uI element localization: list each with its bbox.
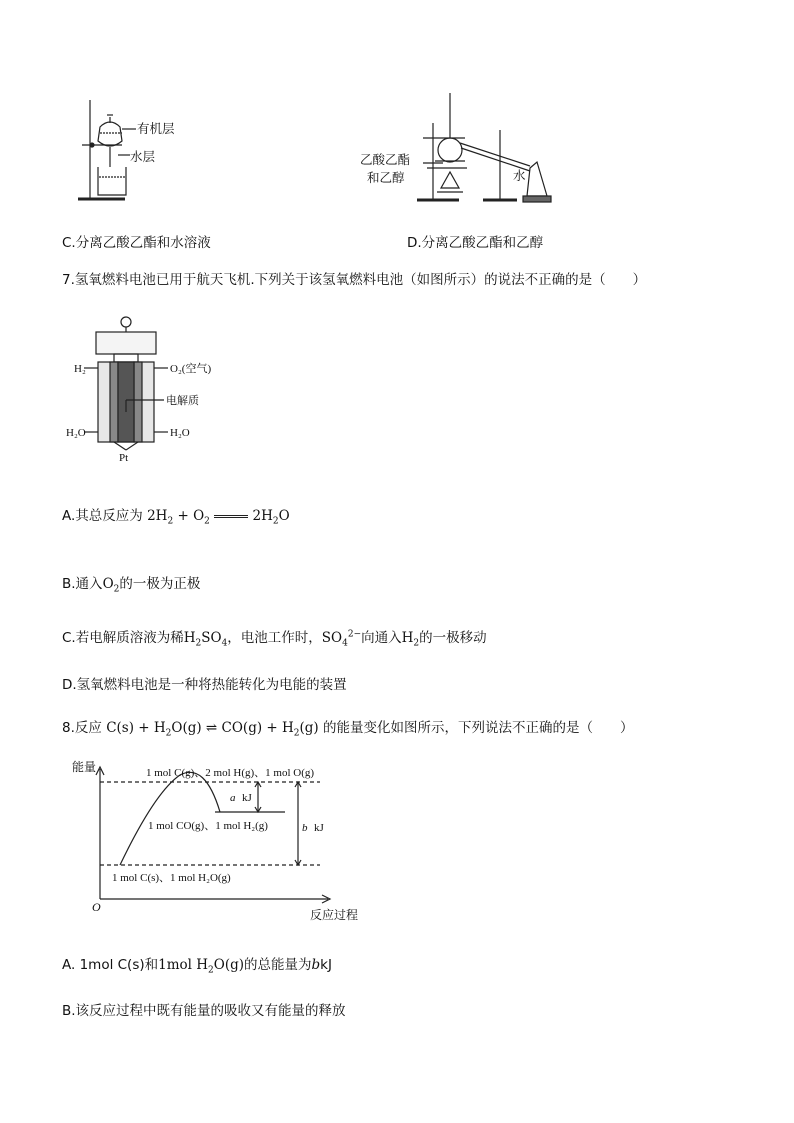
question-8-stem [62,716,634,739]
option-7d: D.氢氧燃料电池是一种将热能转化为电能的装置 [62,677,347,693]
bulb-icon [121,317,131,327]
electrolyte-label: 电解质 [166,394,199,407]
water-label: 水 [513,168,526,183]
beaker [98,167,126,195]
receiving-flask [527,162,547,196]
o2-inlet-label: O₂(空气) [170,363,212,375]
option-6d: D.分离乙酸乙酯和乙醇 [407,235,544,251]
distillation-figure [355,88,565,213]
bottom-level-label: 1 mol C(s)、1 mol H₂O(g) [112,872,231,884]
option-7b-suffix: 的一极为正极 [119,576,201,592]
water-amount: 1mol $H_2O(g)$ [158,957,245,976]
origin-label: O [92,900,101,914]
flask [438,138,462,162]
mixture-label-line1: 乙酸乙酯 [360,152,411,167]
option-7c-suffix: 的一极移动 [419,630,487,646]
option-7c-prefix: C.若电解质溶液为稀 [62,630,184,646]
option-8a [62,953,332,976]
cell-lid [96,332,156,354]
energy-curve [120,772,220,865]
question-7-stem: 7.氢氧燃料电池已用于航天飞机.下列关于该氢氧燃料电池（如图所示）的说法不正确的是（ ） [62,272,647,288]
electrode-right [134,362,142,442]
option-8a-variable: b [311,957,321,973]
option-7c [62,626,487,649]
h2o-right-label: H₂O [170,427,190,439]
h2-formula: $H_2$ [401,630,420,649]
a-unit: kJ [242,792,252,804]
h2-inlet-label: H₂ [74,363,86,375]
question-8-suffix: 的能量变化如图所示，下列说法不正确的是（ ） [323,720,634,736]
b-unit: kJ [314,822,324,834]
option-8a-suffix: kJ [320,957,332,973]
fuel-cell-figure [64,312,224,462]
a-label: a [230,792,236,804]
equation-total-reaction: $2H_2 + O_2$ $2H_2O$ [147,508,290,527]
water-layer-label: 水层 [130,149,156,164]
h2so4-formula: $H_2SO_4$ [183,630,228,649]
option-7a [62,504,290,527]
electrode-left [110,362,118,442]
h2o-left-label: H₂O [66,427,86,439]
option-7b [62,572,200,595]
question-8-prefix: 8.反应 [62,720,102,736]
top-level-label: 1 mol C(g)、2 mol H(g)、1 mol O(g) [146,767,315,779]
y-axis-label: 能量 [72,760,97,774]
option-7c-mid1: ，电池工作时， [227,630,322,646]
option-8a-prefix: A. 1mol C(s)和 [62,957,159,973]
separatory-funnel-figure [70,95,190,207]
funnel-body [98,122,122,146]
b-label: b [302,822,308,834]
mid-level-label: 1 mol CO(g)、1 mol H₂(g) [148,820,268,832]
option-8a-mid: 的总能量为 [244,957,312,973]
option-7c-mid2: 向通入 [361,630,402,646]
option-6c: C.分离乙酸乙酯和水溶液 [62,235,211,251]
energy-diagram [70,757,370,922]
reaction-equation: $C(s) + H_2O(g)$ ⇌ $CO(g) + H_2(g)$ [106,720,319,739]
x-axis-label: 反应过程 [310,908,359,922]
option-8b: B.该反应过程中既有能量的吸收又有能量的释放 [62,1003,346,1019]
option-7b-prefix: B.通入 [62,576,103,592]
option-7a-text: A.其总反应为 [62,508,143,524]
o2-formula: $O_2$ [102,576,120,595]
mixture-label-line2: 和乙醇 [367,170,405,185]
sulfate-ion-formula: $SO_4^{2-}$ [321,629,362,649]
burner [441,172,459,188]
organic-layer-label: 有机层 [137,121,175,136]
condenser-outer [460,143,530,166]
pt-label: Pt [119,452,129,462]
